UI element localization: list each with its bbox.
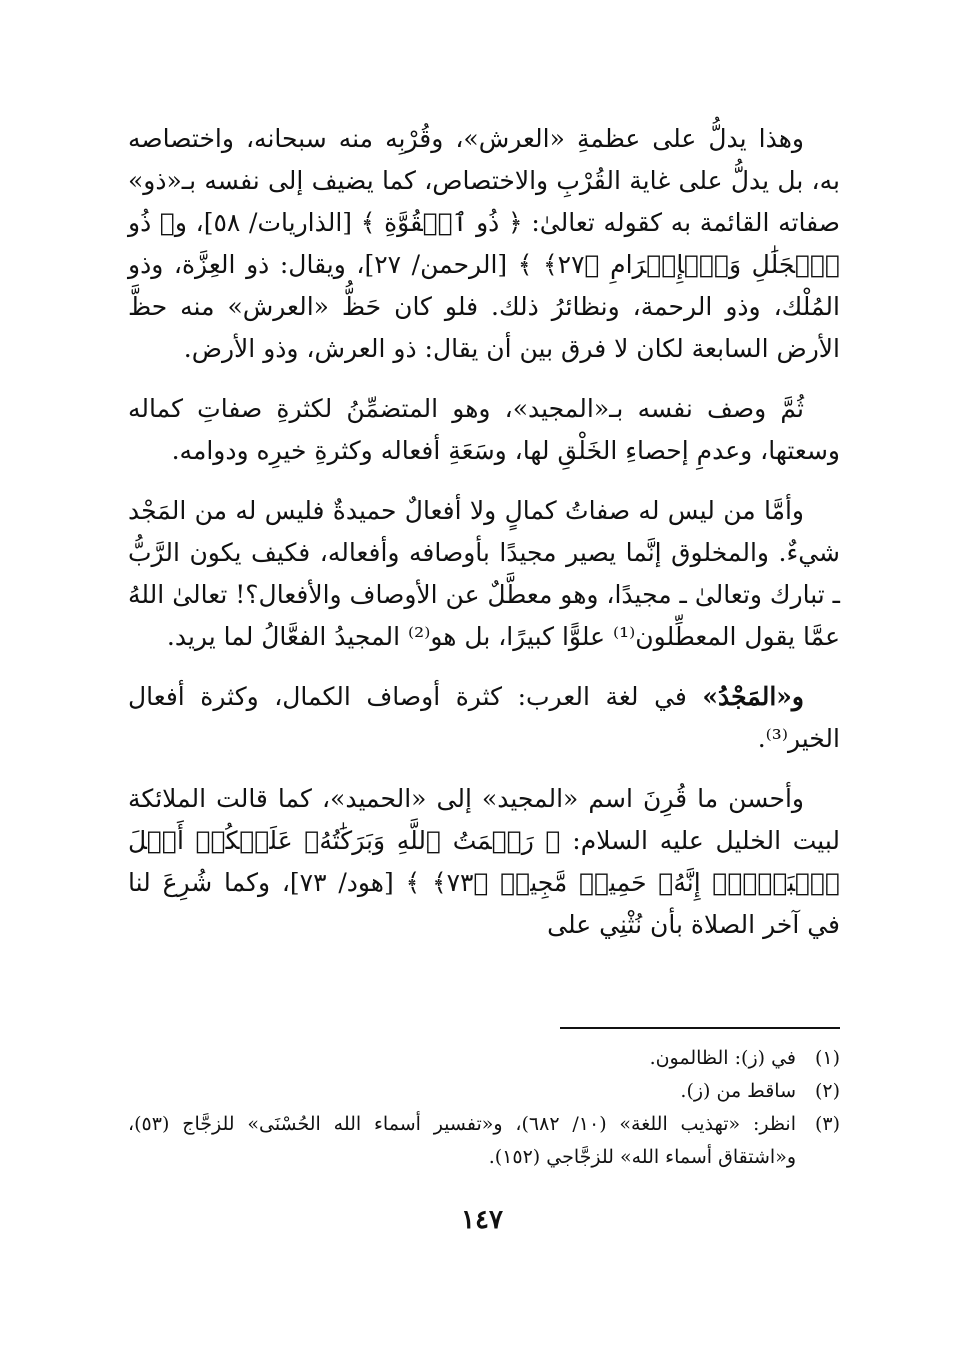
footnote-3 [128, 1108, 840, 1174]
page-number: ١٤٧ [461, 1205, 503, 1235]
paragraph-1: وهذا يدلُّ على عظمةِ «العرش»، وقُرْبِه منه سبحانه، واختصاصه به، بل يدلُّ على غاية القُرْبِ والاختصاص، كما يضيف إلى نفسه بـ«ذو» صفاته القائمة به كقوله تعالىٰ: ﴿ ذُو ٱلۡقُوَّةِ ﴾ [الذاريات/ ٥٨]، و﴿ ذُو ٱلۡجَلَٰلِ وَٱلۡإِكۡرَامِ ﴿٢٧﴾ ﴾ [الرحمن/ ٢٧]، ويقال: ذو العِزَّة، وذو المُلْك، وذو الرحمة، ونظائرُ ذلك. فلو كان حَظُّ «العرش» منه حظَّ الأرض السابعة لكان لا فرق بين أن يقال: ذو العرش، وذو الأرض. [128, 124, 841, 363]
footnote-text: في (ز): الظالمون. [649, 1047, 796, 1069]
footnote-text: ساقط من (ز). [680, 1080, 796, 1102]
footnote-1 [128, 1042, 840, 1075]
paragraph-5: وأحسن ما قُرِنَ اسم «المجيد» إلى «الحميد»، كما قالت الملائكة لبيت الخليل عليه السلام: ﴿ رَحۡمَتُ ٱللَّهِ وَبَرَكَٰتُهُۥ عَلَيۡكُمۡ أَهۡلَ ٱلۡبَيۡتِۚ إِنَّهُۥ حَمِيدٞ مَّجِيدٞ ﴿٧٣﴾ ﴾ [هود/ ٧٣]، وكما شُرِعَ لنا في آخر الصلاة بأن نُثْنِي على [128, 784, 840, 939]
footnote-separator [560, 1027, 840, 1029]
footnotes [128, 1042, 840, 1174]
footnote-2 [128, 1075, 840, 1108]
footnote-number: (٣) [814, 1113, 840, 1135]
footnote-text: انظر: «تهذيب اللغة» (١٠/ ٦٨٢)، و«تفسير أسماء الله الحُسْنَى» للزجَّاج (٥٣)، و«اشتقاق أسماء الله» للزجَّاجي (١٥٢). [128, 1113, 796, 1168]
main-text [128, 118, 840, 964]
paragraph-3: وأمَّا من ليس له صفاتُ كمالٍ ولا أفعالٌ حميدةٌ فليس له من المَجْد شيءٌ. والمخلوق إنَّما يصير مجيدًا بأوصافه وأفعاله، فكيف يكون الرَّبُّ ـ تبارك وتعالىٰ ـ مجيدًا، وهو معطَّلٌ عن الأوصاف والأفعال؟! تعالىٰ اللهُ عمَّا يقول المعطِّلون⁽¹⁾ علوًّا كبيرًا، بل هو⁽²⁾ المجيدُ الفعَّالُ لما يريد. [128, 496, 840, 651]
footnote-number: (٢) [814, 1080, 840, 1102]
paragraph-4-text: في لغة العرب: كثرة أوصاف الكمال، وكثرة أفعال الخير⁽³⁾. [128, 682, 840, 753]
footnote-number: (١) [814, 1047, 840, 1069]
paragraph-2: ثُمَّ وصف نفسه بـ«المجيد»، وهو المتضمِّنُ لكثرةِ صفاتِ كماله وسعتها، وعدمِ إحصاءِ الخَلْقِ لها، وسَعَةِ أفعاله وكثرةِ خيرِه ودوامه. [128, 394, 840, 465]
term-majd: و«المَجْدُ» [702, 682, 804, 711]
paragraph-4 [128, 676, 840, 760]
